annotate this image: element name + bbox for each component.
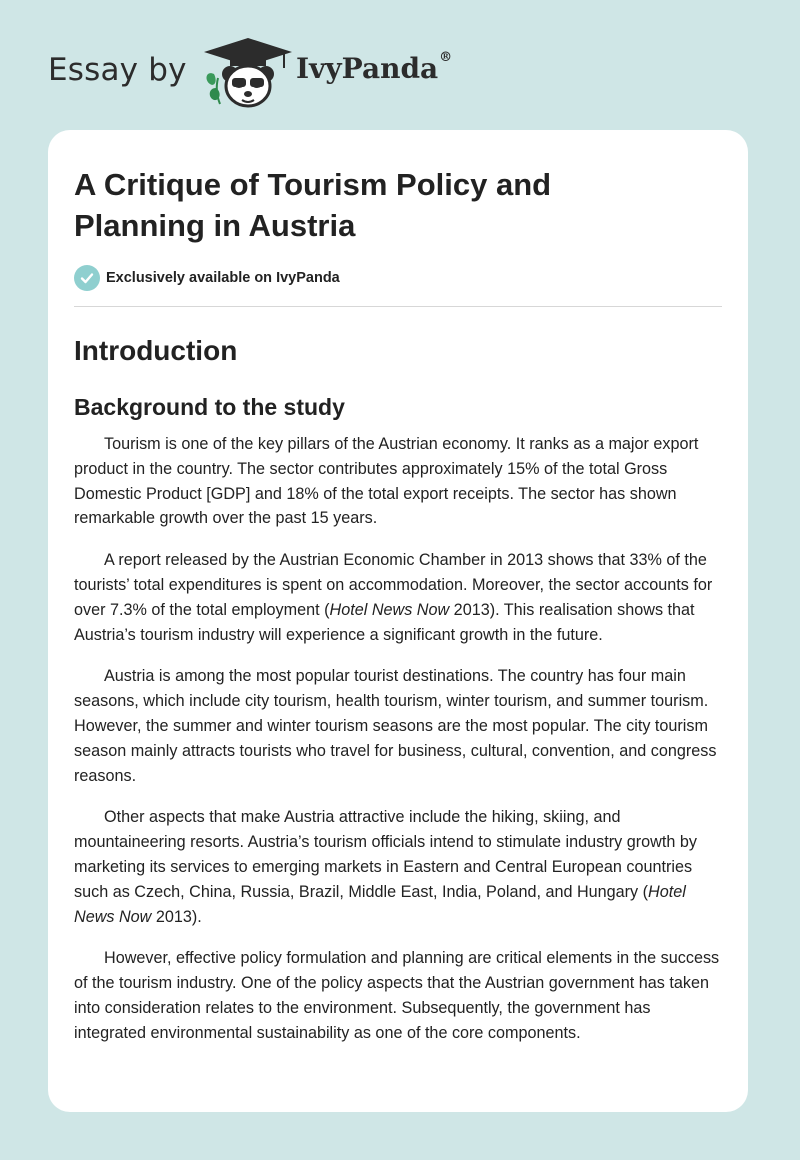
paragraph-1: Tourism is one of the key pillars of the Austrian economy. It ranks as a major export product in the country. The sector contributes approximately 15% of the total Gross Domestic Product [GDP] and 18% of the total export receipts. The sector has shown remarkable growth over the past 15 years. [74,435,699,528]
exclusive-badge [74,264,722,292]
registered-mark: ® [439,50,453,65]
check-circle-icon [74,265,100,291]
section-heading-introduction: Introduction [74,335,238,366]
paragraph-3: Austria is among the most popular tourist destinations. The country has four main seasons, which include city tourism, health tourism, winter tourism, and summer tourism. However, the summer and winter tourism seasons are the most popular. The city tourism season mainly attracts tourists who travel for business, cultural, convention, and congress reasons. [74,667,717,785]
divider [74,306,722,307]
citation: Hotel News Now [74,882,686,926]
paragraph-5: However, effective policy formulation and planning are critical elements in the success of the tourism industry. One of the policy aspects that the Austrian government has taken into consideration relates to the environment. Subsequently, the government has integrated environmental sustainability as one of the core components. [74,949,720,1042]
essay-by-label: Essay by [48,52,187,88]
site-header [48,34,748,110]
paragraph-4: Other aspects that make Austria attractive include the hiking, skiing, and mountaineering resorts. Austria’s tourism officials intend to stimulate industry growth by marketing its services to emerging markets in Eastern and Central European countries such as Czech, China, Russia, Brazil, Middle East, India, Poland, and Hungary (Hotel News Now 2013). [74,808,697,926]
paragraph-2: A report released by the Austrian Economic Chamber in 2013 shows that 33% of the tourists’ total expenditures is spent on accommodation. Moreover, the sector accounts for over 7.3% of the total employment (Hotel News Now 2013). This realisation shows that Austria’s tourism industry will experience a significant growth in the future. [74,551,713,644]
article-card [48,130,748,1112]
page-title: A Critique of Tourism Policy and Planning in Austria [74,167,552,243]
subsection-heading-background: Background to the study [74,394,345,420]
citation: Hotel News Now [329,600,450,619]
ivypanda-logo-icon[interactable] [200,34,296,110]
exclusive-badge-label: Exclusively available on IvyPanda [106,270,340,286]
brand-name[interactable]: IvyPanda® [296,50,453,85]
